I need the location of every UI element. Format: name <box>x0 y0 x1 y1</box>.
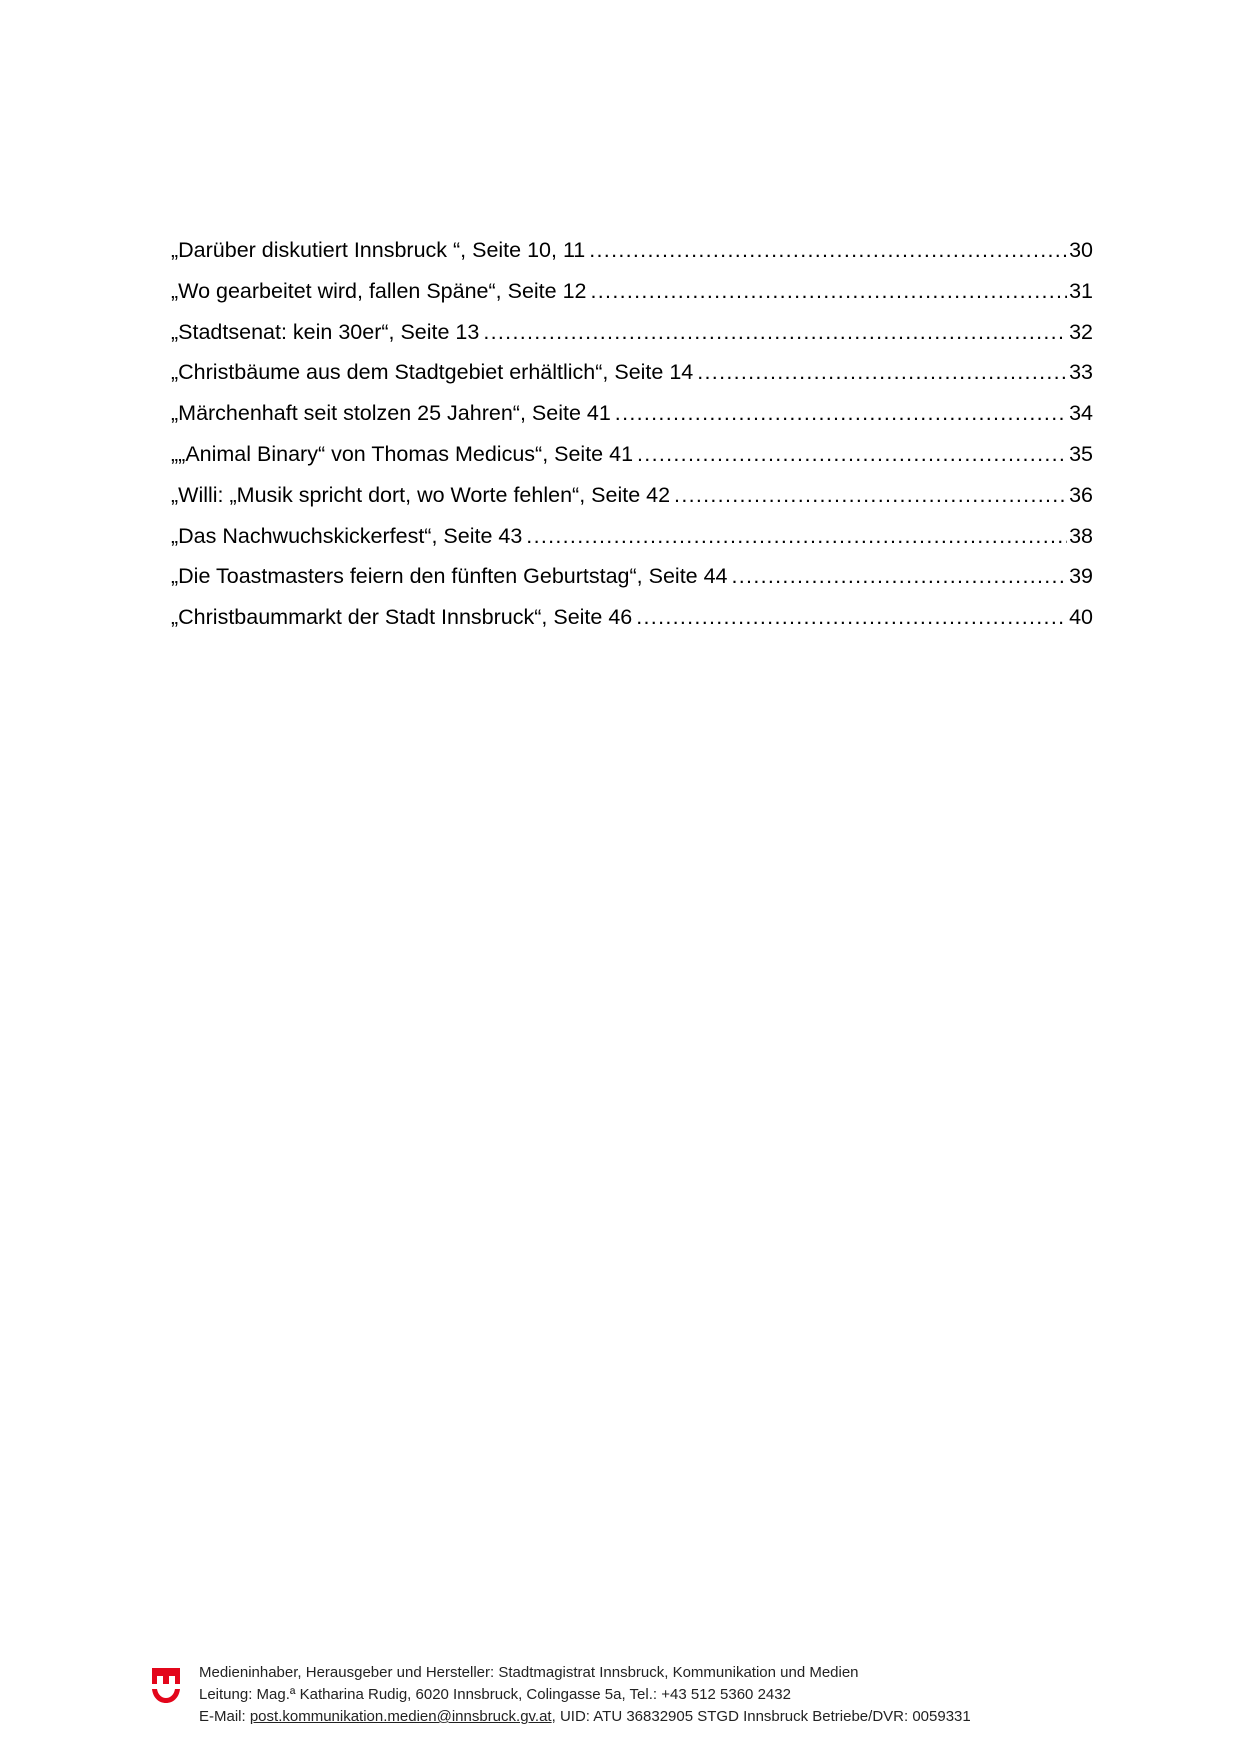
toc-entry-page: 32 <box>1069 319 1093 344</box>
toc-entry[interactable] <box>171 393 1093 434</box>
footer-uid-text: , UID: ATU 36832905 STGD Innsbruck Betriebe/DVR: 0059331 <box>551 1708 971 1725</box>
toc-entry-title: „Das Nachwuchskickerfest“, Seite 43 <box>171 523 523 548</box>
toc-entry-title: „Willi: „Musik spricht dort, wo Worte fehlen“, Seite 42 <box>171 482 671 507</box>
toc-entry-title: „Wo gearbeitet wird, fallen Späne“, Seite 12 <box>171 278 587 303</box>
toc-dot-leader <box>732 556 1068 597</box>
page-footer <box>150 1662 1090 1730</box>
toc-entry[interactable] <box>171 475 1093 516</box>
toc-dot-leader <box>697 352 1067 393</box>
toc-entry-page: 33 <box>1069 360 1093 385</box>
footer-contact-line: Leitung: Mag.ª Katharina Rudig, 6020 Innsbruck, Colingasse 5a, Tel.: +43 512 5360 2432 <box>199 1686 791 1703</box>
toc-entry-page: 38 <box>1069 523 1093 548</box>
toc-entry[interactable] <box>171 434 1093 475</box>
toc-entry[interactable] <box>171 230 1093 271</box>
toc-dot-leader <box>526 516 1067 557</box>
toc-dot-leader <box>615 393 1067 434</box>
toc-dot-leader <box>637 434 1067 475</box>
toc-entry[interactable] <box>171 516 1093 557</box>
footer-email-line <box>199 1706 971 1728</box>
toc-entry-page: 35 <box>1069 441 1093 466</box>
toc-entry[interactable] <box>171 352 1093 393</box>
toc-entry-title: „Christbäume aus dem Stadtgebiet erhältlich“, Seite 14 <box>171 360 694 385</box>
toc-dot-leader <box>589 230 1067 271</box>
footer-publisher-line: Medieninhaber, Herausgeber und Hersteller: Stadtmagistrat Innsbruck, Kommunikation und Medien <box>199 1664 859 1681</box>
toc-dot-leader <box>591 271 1068 312</box>
toc-entry-page: 40 <box>1069 605 1093 630</box>
toc-entry[interactable] <box>171 556 1093 597</box>
toc-entry-title: „Darüber diskutiert Innsbruck “, Seite 10, 11 <box>171 238 586 262</box>
toc-entry-title: „Stadtsenat: kein 30er“, Seite 13 <box>171 319 480 344</box>
toc-entry-page: 31 <box>1069 278 1093 303</box>
toc-entry[interactable] <box>171 271 1093 312</box>
toc-entry-page: 39 <box>1069 564 1093 589</box>
footer-imprint <box>199 1662 971 1728</box>
toc-entry-title: „Die Toastmasters feiern den fünften Geburtstag“, Seite 44 <box>171 564 728 589</box>
innsbruck-logo-icon <box>150 1664 182 1704</box>
toc-entry-title: „„Animal Binary“ von Thomas Medicus“, Seite 41 <box>171 441 634 466</box>
toc-dot-leader <box>483 312 1067 353</box>
toc-entry-page: 30 <box>1069 238 1093 262</box>
toc-entry[interactable] <box>171 312 1093 353</box>
toc-entry-page: 34 <box>1069 401 1093 426</box>
toc-entry-page: 36 <box>1069 482 1093 507</box>
toc-dot-leader <box>674 475 1067 516</box>
footer-email-link[interactable]: post.kommunikation.medien@innsbruck.gv.at <box>249 1708 552 1725</box>
toc-entry[interactable] <box>171 597 1093 638</box>
table-of-contents <box>171 230 1093 638</box>
footer-email-prefix: E-Mail: <box>199 1708 250 1725</box>
toc-dot-leader <box>636 597 1067 638</box>
toc-entry-title: „Christbaummarkt der Stadt Innsbruck“, Seite 46 <box>171 605 633 630</box>
toc-entry-title: „Märchenhaft seit stolzen 25 Jahren“, Seite 41 <box>171 401 611 426</box>
